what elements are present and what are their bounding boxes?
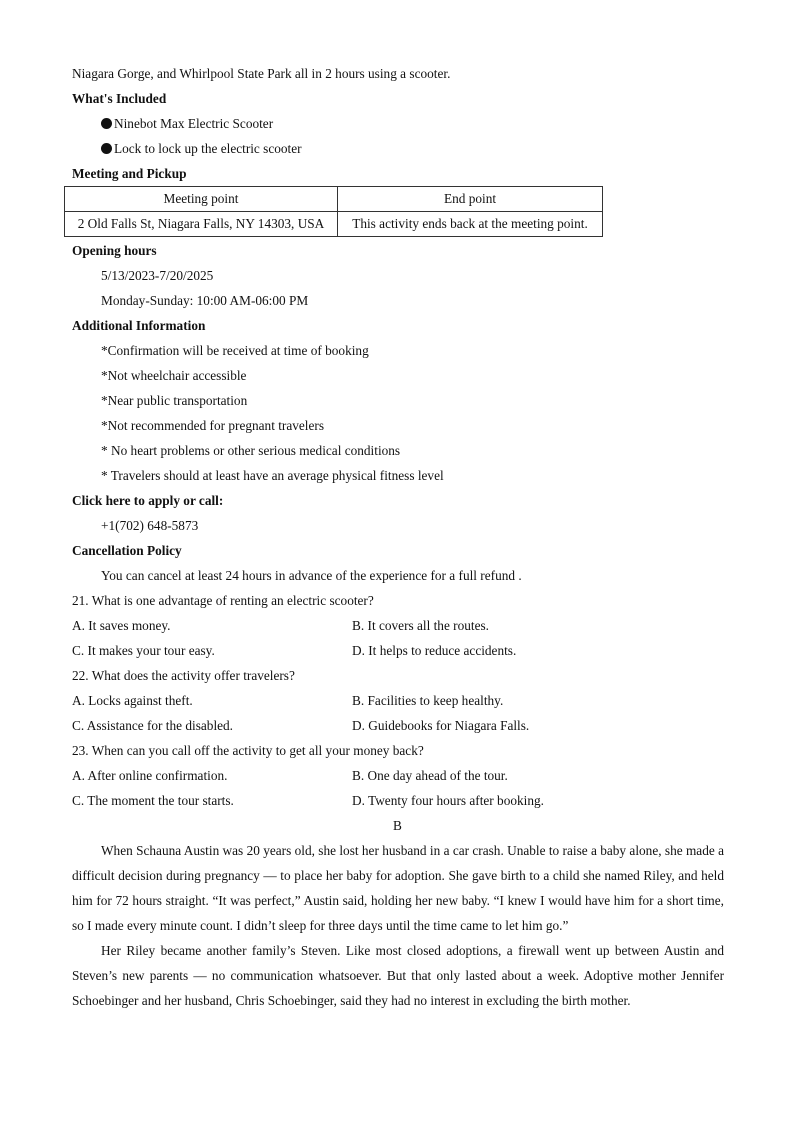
option-b: B. It covers all the routes. xyxy=(352,618,489,633)
option-c: C. Assistance for the disabled. xyxy=(72,718,234,733)
bullet-icon xyxy=(101,118,112,129)
additional-heading: Additional Information xyxy=(72,318,206,333)
additional-item: *Not recommended for pregnant travelers xyxy=(101,418,325,433)
option-d: D. It helps to reduce accidents. xyxy=(352,643,517,658)
question-21: 21. What is one advantage of renting an electric scooter? xyxy=(72,593,374,608)
table-header-cell: End point xyxy=(338,187,603,212)
included-item-label: Lock to lock up the electric scooter xyxy=(114,141,302,156)
option-a: A. It saves money. xyxy=(72,618,171,633)
bullet-icon xyxy=(101,143,112,154)
section-label: B xyxy=(393,818,402,833)
option-b: B. One day ahead of the tour. xyxy=(352,768,508,783)
passage-paragraph-2: Her Riley became another family’s Steven. Like most closed adoptions, a firewall went up between Austin and Steven’s new parents — no communication whatsoever. But that only lasted about a week. Adoptive mother Jennifer Schoebinger and her husband, Chris Schoebinger, said they had no interest in excluding the birth mother. xyxy=(72,943,724,1008)
hours-heading: Opening hours xyxy=(72,243,157,258)
passage-paragraph-1: When Schauna Austin was 20 years old, she lost her husband in a car crash. Unable to raise a baby alone, she made a difficult decision during pregnancy — to place her baby for adoption. She gave birth to a child she named Riley, and held him for 72 hours straight. “It was perfect,” Austin said, holding her new baby. “I knew I would have him for a short time, so I made every minute count. I didn’t sleep for three days until the time came to let him go.” xyxy=(72,843,724,933)
included-heading: What's Included xyxy=(72,91,167,106)
additional-item: *Confirmation will be received at time of booking xyxy=(101,343,369,358)
meeting-table xyxy=(64,186,603,237)
intro-tail: Niagara Gorge, and Whirlpool State Park all in 2 hours using a scooter. xyxy=(72,66,451,81)
additional-item: * Travelers should at least have an average physical fitness level xyxy=(101,468,444,483)
meeting-heading: Meeting and Pickup xyxy=(72,166,187,181)
included-item xyxy=(101,116,273,132)
table-row xyxy=(65,212,603,237)
table-cell: This activity ends back at the meeting point. xyxy=(338,212,603,237)
option-a: A. After online confirmation. xyxy=(72,768,228,783)
question-22: 22. What does the activity offer travelers? xyxy=(72,668,295,683)
cancellation-text: You can cancel at least 24 hours in advance of the experience for a full refund . xyxy=(101,568,522,583)
hours-days: Monday-Sunday: 10:00 AM-06:00 PM xyxy=(101,293,309,308)
contact-phone: +1(702) 648-5873 xyxy=(101,518,199,533)
contact-heading[interactable]: Click here to apply or call: xyxy=(72,493,224,508)
option-d: D. Twenty four hours after booking. xyxy=(352,793,544,808)
table-cell: 2 Old Falls St, Niagara Falls, NY 14303, USA xyxy=(65,212,338,237)
table-header-row xyxy=(65,187,603,212)
included-item xyxy=(101,141,302,157)
additional-item: *Near public transportation xyxy=(101,393,248,408)
additional-item: * No heart problems or other serious medical conditions xyxy=(101,443,401,458)
hours-dates: 5/13/2023-7/20/2025 xyxy=(101,268,214,283)
cancellation-heading: Cancellation Policy xyxy=(72,543,182,558)
additional-item: *Not wheelchair accessible xyxy=(101,368,247,383)
option-c: C. It makes your tour easy. xyxy=(72,643,215,658)
question-23: 23. When can you call off the activity to get all your money back? xyxy=(72,743,424,758)
included-item-label: Ninebot Max Electric Scooter xyxy=(114,116,274,131)
option-b: B. Facilities to keep healthy. xyxy=(352,693,504,708)
option-a: A. Locks against theft. xyxy=(72,693,193,708)
option-c: C. The moment the tour starts. xyxy=(72,793,234,808)
option-d: D. Guidebooks for Niagara Falls. xyxy=(352,718,530,733)
table-header-cell: Meeting point xyxy=(65,187,338,212)
